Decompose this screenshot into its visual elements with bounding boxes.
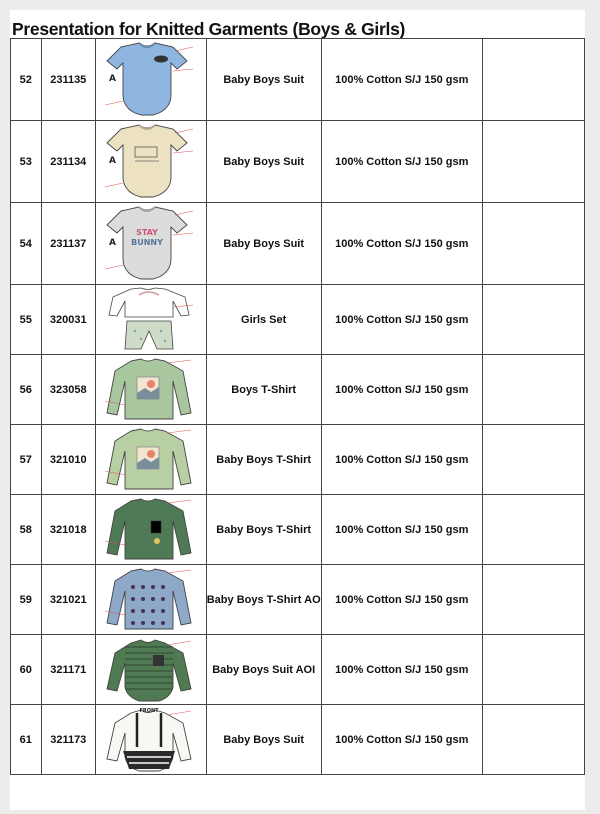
style-code: 231134: [41, 121, 96, 203]
svg-text:BUNNY: BUNNY: [130, 237, 163, 247]
garment-sketch: [96, 425, 207, 495]
fabric-composition: 100% Cotton S/J 150 gsm: [321, 203, 482, 285]
item-number: 56: [11, 355, 42, 425]
item-number: 55: [11, 285, 42, 355]
garment-description: Baby Boys T-Shirt: [206, 495, 321, 565]
svg-text:A: A: [108, 155, 116, 166]
svg-text:FRONT: FRONT: [139, 707, 159, 714]
garment-sketch: [96, 121, 207, 203]
fabric-composition: 100% Cotton S/J 150 gsm: [321, 285, 482, 355]
table-row: [11, 495, 585, 565]
svg-text:A: A: [108, 73, 116, 84]
garment-table: [10, 38, 585, 775]
garment-sketch: [96, 635, 207, 705]
table-row: [11, 565, 585, 635]
garment-sketch: [96, 39, 207, 121]
table-row: [11, 203, 585, 285]
garment-sketch: [96, 285, 207, 355]
empty-cell: [482, 39, 584, 121]
garment-sketch: [96, 565, 207, 635]
style-code: 321021: [41, 565, 96, 635]
empty-cell: [482, 425, 584, 495]
style-code: 321010: [41, 425, 96, 495]
style-code: 323058: [41, 355, 96, 425]
item-number: 52: [11, 39, 42, 121]
garment-description: Baby Boys T-Shirt AO: [206, 565, 321, 635]
table-row: [11, 635, 585, 705]
item-number: 60: [11, 635, 42, 705]
table-row: [11, 121, 585, 203]
table-row: [11, 39, 585, 121]
item-number: 59: [11, 565, 42, 635]
item-number: 61: [11, 705, 42, 775]
table-row: [11, 425, 585, 495]
style-code: 321173: [41, 705, 96, 775]
empty-cell: [482, 705, 584, 775]
svg-text:A: A: [108, 237, 116, 248]
fabric-composition: 100% Cotton S/J 150 gsm: [321, 565, 482, 635]
style-code: 320031: [41, 285, 96, 355]
style-code: 231135: [41, 39, 96, 121]
empty-cell: [482, 355, 584, 425]
empty-cell: [482, 495, 584, 565]
fabric-composition: 100% Cotton S/J 150 gsm: [321, 635, 482, 705]
fabric-composition: 100% Cotton S/J 150 gsm: [321, 495, 482, 565]
document-page: [10, 10, 585, 810]
empty-cell: [482, 565, 584, 635]
table-row: [11, 705, 585, 775]
garment-sketch: [96, 355, 207, 425]
fabric-composition: 100% Cotton S/J 150 gsm: [321, 121, 482, 203]
garment-sketch: [96, 203, 207, 285]
garment-description: Baby Boys T-Shirt: [206, 425, 321, 495]
fabric-composition: 100% Cotton S/J 150 gsm: [321, 705, 482, 775]
style-code: 321018: [41, 495, 96, 565]
item-number: 53: [11, 121, 42, 203]
table-row: [11, 355, 585, 425]
fabric-composition: 100% Cotton S/J 150 gsm: [321, 39, 482, 121]
item-number: 57: [11, 425, 42, 495]
item-number: 58: [11, 495, 42, 565]
svg-text:STAY: STAY: [135, 227, 158, 237]
empty-cell: [482, 121, 584, 203]
fabric-composition: 100% Cotton S/J 150 gsm: [321, 425, 482, 495]
garment-description: Baby Boys Suit: [206, 121, 321, 203]
style-code: 231137: [41, 203, 96, 285]
garment-description: Baby Boys Suit: [206, 39, 321, 121]
garment-sketch: [96, 705, 207, 775]
empty-cell: [482, 285, 584, 355]
garment-description: Baby Boys Suit: [206, 203, 321, 285]
garment-description: Baby Boys Suit AOI: [206, 635, 321, 705]
garment-description: Baby Boys Suit: [206, 705, 321, 775]
style-code: 321171: [41, 635, 96, 705]
garment-description: Girls Set: [206, 285, 321, 355]
fabric-composition: 100% Cotton S/J 150 gsm: [321, 355, 482, 425]
garment-sketch: [96, 495, 207, 565]
empty-cell: [482, 203, 584, 285]
page-title: Presentation for Knitted Garments (Boys & Girls): [12, 19, 406, 39]
empty-cell: [482, 635, 584, 705]
table-row: [11, 285, 585, 355]
item-number: 54: [11, 203, 42, 285]
garment-description: Boys T-Shirt: [206, 355, 321, 425]
